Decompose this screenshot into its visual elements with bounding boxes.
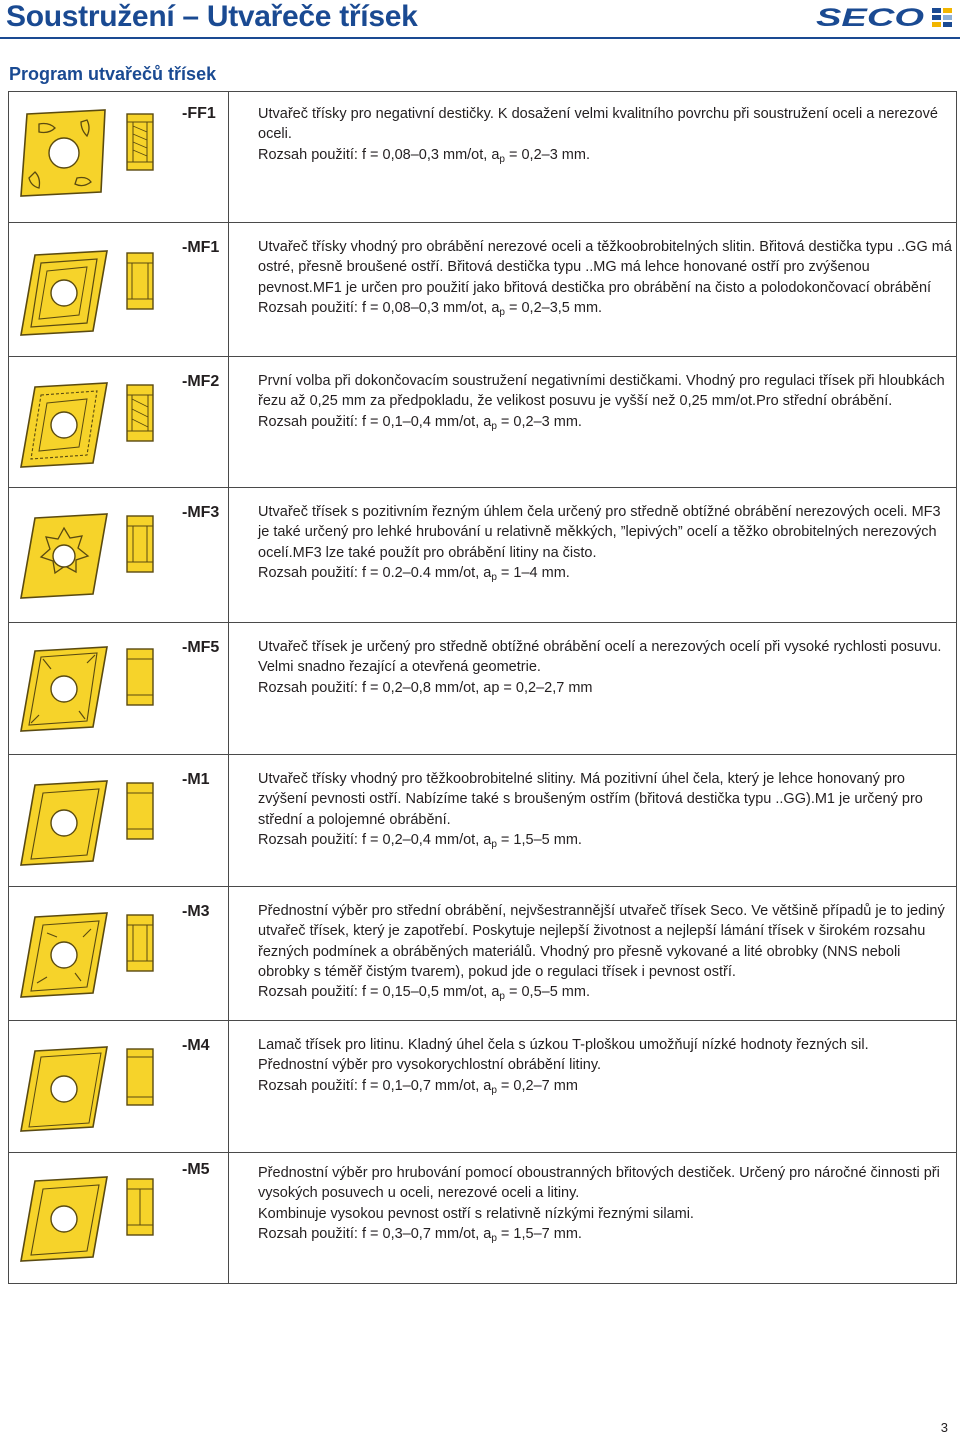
m5-side-profile-icon — [125, 1177, 155, 1237]
row-text: Přednostní výběr pro hrubování pomocí oboustranných břitových destiček. Určený pro náročné činnosti při vysokých posuvech u oceli, nerezové oceli a litiny. — [258, 1165, 940, 1202]
range-prefix: Rozsah použití: f = 0,1–0,7 mm/ot, a — [258, 1077, 492, 1094]
row-code: -MF5 — [182, 639, 220, 656]
row-description — [258, 371, 952, 437]
row-code: -M1 — [182, 771, 210, 788]
mf5-side-profile-icon — [125, 647, 155, 707]
row-description — [258, 1035, 952, 1101]
ff1-side-profile-icon — [125, 112, 155, 172]
row-text: Utvařeč třísky pro negativní destičky. K dosažení velmi kvalitního povrchu při soustružení oceli a nerezové oceli. — [258, 106, 938, 143]
header-rule — [0, 37, 960, 39]
mf1-side-profile-icon — [125, 251, 155, 311]
section-title: Program utvařečů třísek — [9, 64, 217, 84]
range-suffix: = 1–4 mm. — [496, 564, 570, 581]
table-row — [9, 1153, 956, 1283]
range-prefix: Rozsah použití: f = 0,2–0,8 mm/ot, ap = 0,2–2,7 mm — [258, 679, 593, 696]
chipbreaker-table — [8, 91, 957, 1284]
row-range — [258, 1224, 952, 1249]
mf2-insert-icon — [17, 377, 112, 472]
row-text: Lamač třísek pro litinu. Kladný úhel čela s úzkou T-ploškou umožňují nízké hodnoty řezných sil. — [258, 1037, 869, 1053]
row-text: Přednostní výběr pro střední obrábění, nejvšestrannější utvařeč třísek Seco. Ve většině případů je to jediný utvařeč třísek, který je zapotřebí. Poskytuje nejlepší životnost a nejlepší lámání třísek v širokém rozsahu řezných podmínek a obráběných materiálů. Vhodný pro přesně vykované a lité obrobky (NNS neboli obrobky s téměř čistým tvarem), pokud jde o regulaci třísek i pevnost ostří. — [258, 903, 945, 980]
range-sub: p — [491, 838, 497, 850]
row-text: Utvařeč třísek je určený pro středně obtížné obrábění ocelí a nerezových ocelí při vysoké rychlosti posuvu. — [258, 639, 942, 655]
table-row — [9, 755, 956, 887]
mf3-insert-icon — [17, 508, 112, 603]
svg-text:SECO: SECO — [816, 6, 925, 28]
m5-insert-icon — [17, 1171, 112, 1266]
range-sub: p — [499, 306, 505, 318]
row-range — [258, 563, 952, 588]
range-sub: p — [491, 420, 497, 432]
page-number: 3 — [940, 1420, 948, 1435]
row-description — [258, 104, 952, 170]
m3-side-profile-icon — [125, 913, 155, 973]
range-prefix: Rozsah použití: f = 0,1–0,4 mm/ot, a — [258, 413, 492, 430]
ff1-insert-icon — [17, 106, 112, 201]
table-row — [9, 1021, 956, 1153]
row-range — [258, 145, 952, 170]
row-code: -MF1 — [182, 239, 220, 256]
table-row — [9, 223, 956, 357]
table-row — [9, 92, 956, 223]
table-row — [9, 623, 956, 755]
row-code: -MF3 — [182, 504, 220, 521]
range-prefix: Rozsah použití: f = 0.2–0.4 mm/ot, a — [258, 564, 492, 581]
row-code: -FF1 — [182, 105, 216, 122]
range-suffix: = 0,2–3 mm. — [496, 413, 582, 430]
page-title: Soustružení – Utvařeče třísek — [6, 0, 418, 33]
range-sub: p — [499, 153, 505, 165]
range-prefix: Rozsah použití: f = 0,3–0,7 mm/ot, a — [258, 1225, 492, 1242]
range-sub: p — [491, 571, 497, 583]
range-sub: p — [491, 1232, 497, 1244]
range-sub: p — [499, 991, 505, 1003]
range-suffix: = 0,2–7 mm — [496, 1077, 578, 1094]
row-code: -M4 — [182, 1037, 210, 1054]
row-range — [258, 982, 952, 1007]
row-code: -M3 — [182, 903, 210, 920]
range-sub: p — [491, 1084, 497, 1096]
m3-insert-icon — [17, 907, 112, 1002]
table-row — [9, 887, 956, 1021]
table-row — [9, 488, 956, 623]
row-text: Utvařeč třísek s pozitivním řezným úhlem čela určený pro středně obtížné obrábění nerezových oceli. MF3 je také určený pro lehké hrubování u relativně měkkých, ”lepivých” ocelí a těžko obrobitelných nerezových ocelí.MF3 lze také použít pro obrábění litiny na čisto. — [258, 504, 941, 561]
range-prefix: Rozsah použití: f = 0,08–0,3 mm/ot, a — [258, 146, 500, 163]
row-description — [258, 769, 952, 855]
seco-logo — [816, 6, 954, 28]
row-text: Utvařeč třísky vhodný pro obrábění nerezové oceli a těžkoobrobitelných slitin. Břitová destička typu ..GG má ostré, přesně broušené ostří. Břitová destička typu ..MG má lehce honované ostří pro zvýšenou pevnost.MF1 je určen pro použití jako břitová destička pro obrábění na čisto a polodokončovací obrábění — [258, 239, 952, 296]
table-row — [9, 357, 956, 488]
m4-insert-icon — [17, 1041, 112, 1136]
mf2-side-profile-icon — [125, 383, 155, 443]
row-text-2: Kombinuje vysokou pevnost ostří s relativně nízkými řeznými silami. — [258, 1205, 694, 1222]
row-code: -M5 — [182, 1161, 210, 1178]
mf1-insert-icon — [17, 245, 112, 340]
row-text-2: Velmi snadno řezající a otevřená geometrie. — [258, 659, 541, 676]
range-suffix: = 0,2–3,5 mm. — [504, 299, 603, 316]
row-range — [258, 298, 952, 323]
row-text: Utvařeč třísky vhodný pro těžkoobrobitelné slitiny. Má pozitivní úhel čela, který je lehce honovaný pro zvýšení pevnosti ostří. Nabízíme také s broušeným ostřím (břitová destička typu ..GG).M1 je určený pro střední a polojemné obrábění. — [258, 771, 923, 828]
row-description — [258, 502, 952, 588]
row-description — [258, 237, 952, 323]
range-suffix: = 0,2–3 mm. — [504, 146, 590, 163]
page-header — [0, 0, 960, 38]
row-description — [258, 637, 952, 698]
m1-side-profile-icon — [125, 781, 155, 841]
row-description — [258, 1163, 952, 1249]
range-suffix: = 0,5–5 mm. — [504, 984, 590, 1001]
range-suffix: = 1,5–5 mm. — [496, 831, 582, 848]
range-prefix: Rozsah použití: f = 0,08–0,3 mm/ot, a — [258, 299, 500, 316]
row-range — [258, 830, 952, 855]
range-prefix: Rozsah použití: f = 0,15–0,5 mm/ot, a — [258, 984, 500, 1001]
row-text: První volba při dokončovacím soustružení negativními destičkami. Vhodný pro regulaci třísek při hloubkách řezu až 0,25 mm za předpokladu, že velikost posuvu je vyšší než 0,25 mm/ot.Pro střední obrábění. — [258, 373, 945, 410]
row-code: -MF2 — [182, 373, 220, 390]
row-description — [258, 901, 952, 1007]
row-range — [258, 678, 952, 698]
row-range — [258, 412, 952, 437]
range-prefix: Rozsah použití: f = 0,2–0,4 mm/ot, a — [258, 831, 492, 848]
mf3-side-profile-icon — [125, 514, 155, 574]
mf5-insert-icon — [17, 641, 112, 736]
row-range — [258, 1076, 952, 1101]
m1-insert-icon — [17, 775, 112, 870]
row-text-2: Přednostní výběr pro vysokorychlostní obrábění litiny. — [258, 1057, 602, 1074]
range-suffix: = 1,5–7 mm. — [496, 1225, 582, 1242]
m4-side-profile-icon — [125, 1047, 155, 1107]
